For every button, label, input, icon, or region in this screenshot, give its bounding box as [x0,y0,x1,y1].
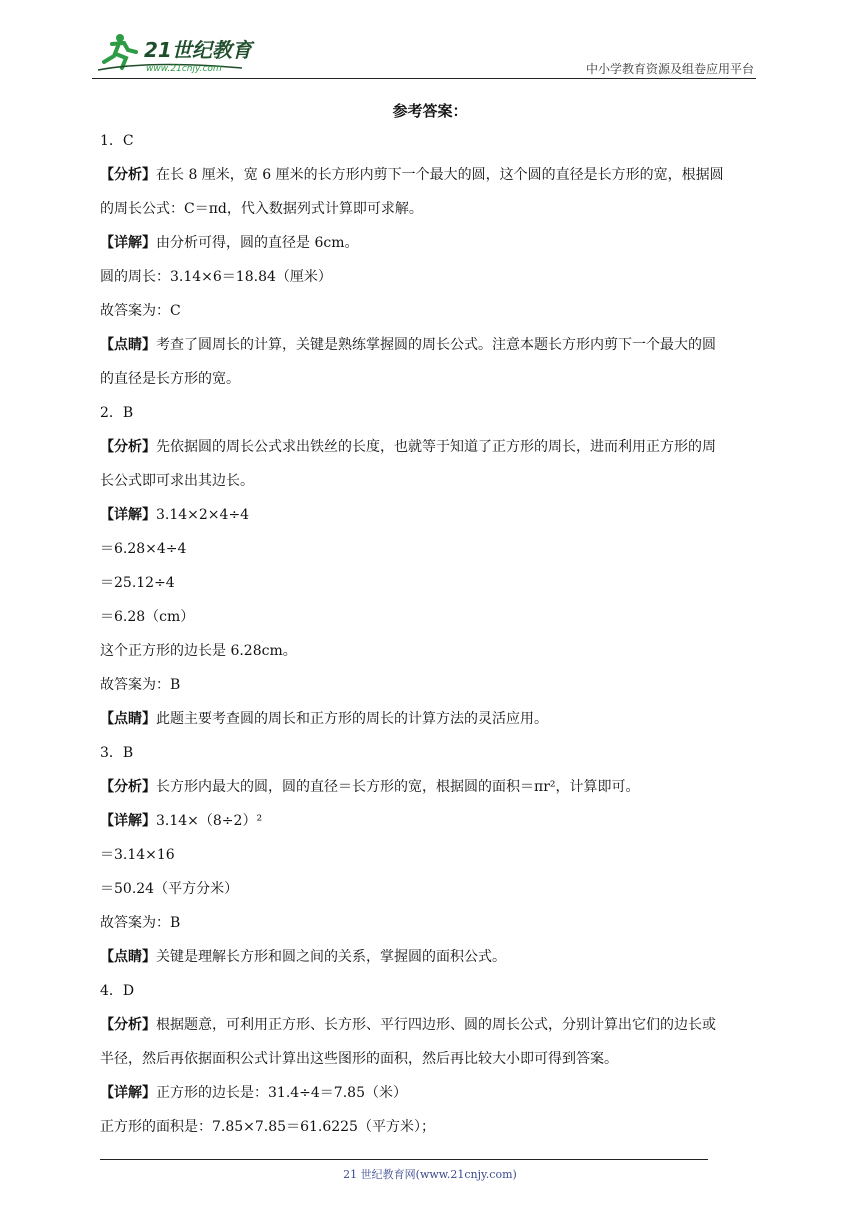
answer-line [100,770,768,804]
line-text: 4．D [100,983,135,999]
footer-divider [100,1159,708,1160]
section-tag: 【分析】 [100,439,156,455]
line-text: 故答案为：B [100,915,181,931]
answer-line [100,498,768,532]
answer-line [100,872,768,906]
line-text: ＝25.12÷4 [100,575,175,591]
answer-line [100,192,768,226]
line-text: ＝3.14×16 [100,847,175,863]
line-text: 3.14×（8÷2）² [156,813,263,829]
answer-line [100,260,768,294]
answer-line [100,1008,768,1042]
section-tag: 【分析】 [100,167,156,183]
answer-line [100,430,768,464]
section-tag: 【详解】 [100,1085,156,1101]
line-text: 这个正方形的边长是 6.28cm。 [100,643,297,659]
answer-line [100,940,768,974]
page-header [92,30,758,78]
line-text: 故答案为：C [100,303,181,319]
line-text: 由分析可得，圆的直径是 6cm。 [156,235,359,251]
answer-line [100,1110,768,1144]
line-text: 此题主要考查圆的周长和正方形的周长的计算方法的灵活应用。 [156,711,548,727]
section-tag: 【点睛】 [100,711,156,727]
answer-line [100,1042,768,1076]
answer-line [100,124,768,158]
line-text: 的直径是长方形的宽。 [100,371,240,387]
answer-line [100,736,768,770]
line-text: ＝50.24（平方分米） [100,881,239,897]
section-tag: 【详解】 [100,813,156,829]
answer-line [100,566,768,600]
section-tag: 【详解】 [100,507,156,523]
line-text: 正方形的面积是：7.85×7.85＝61.6225（平方米）； [100,1119,435,1135]
answer-line [100,702,768,736]
line-text: 1．C [100,133,134,149]
answer-line [100,838,768,872]
header-divider [92,78,756,79]
line-text: 2．B [100,405,134,421]
line-text: 3.14×2×4÷4 [156,507,250,523]
line-text: 关键是理解长方形和圆之间的关系，掌握圆的面积公式。 [156,949,506,965]
line-text: 先依据圆的周长公式求出铁丝的长度，也就等于知道了正方形的周长，进而利用正方形的周 [156,439,716,455]
section-tag: 【分析】 [100,1017,156,1033]
line-text: 正方形的边长是：31.4÷4＝7.85（米） [156,1085,407,1101]
answer-line [100,396,768,430]
line-text: 根据题意，可利用正方形、长方形、平行四边形、圆的周长公式，分别计算出它们的边长或 [156,1017,716,1033]
svg-text:21世纪教育: 21世纪教育 [144,38,252,62]
answer-line [100,906,768,940]
line-text: 3．B [100,745,134,761]
answer-line [100,600,768,634]
platform-name: 中小学教育资源及组卷应用平台 [585,62,754,76]
line-text: 长公式即可求出其边长。 [100,473,254,489]
answer-line [100,294,768,328]
line-text: 半径，然后再依据面积公式计算出这些图形的面积，然后再比较大小即可得到答案。 [100,1051,618,1067]
answer-line [100,634,768,668]
answer-line [100,668,768,702]
answer-line [100,532,768,566]
answer-line [100,1076,768,1110]
line-text: 故答案为：B [100,677,181,693]
line-text: 圆的周长：3.14×6＝18.84（厘米） [100,269,332,285]
section-tag: 【点睛】 [100,949,156,965]
answer-line [100,328,768,362]
line-text: ＝6.28（cm） [100,609,195,625]
section-tag: 【点睛】 [100,337,156,353]
section-tag: 【详解】 [100,235,156,251]
answer-line [100,464,768,498]
line-text: ＝6.28×4÷4 [100,541,187,557]
answer-line [100,158,768,192]
runner-logo-icon [92,30,262,76]
line-text: 考查了圆周长的计算，关键是熟练掌握圆的周长公式。注意本题长方形内剪下一个最大的圆 [156,337,716,353]
answer-title: 参考答案： [392,102,468,120]
line-text: 的周长公式：C＝πd，代入数据列式计算即可求解。 [100,201,423,217]
svg-text:www.21cnjy.com: www.21cnjy.com [146,64,222,74]
answer-body [100,124,768,1144]
site-logo [92,30,262,76]
section-tag: 【分析】 [100,779,156,795]
line-text: 在长 8 厘米，宽 6 厘米的长方形内剪下一个最大的圆，这个圆的直径是长方形的宽，根据圆 [156,167,724,183]
line-text: 长方形内最大的圆，圆的直径＝长方形的宽，根据圆的面积＝πr²，计算即可。 [156,779,640,795]
answer-line [100,804,768,838]
answer-line [100,974,768,1008]
answer-line [100,362,768,396]
footer-link[interactable]: 21 世纪教育网(www.21cnjy.com) [343,1168,517,1181]
answer-line [100,226,768,260]
